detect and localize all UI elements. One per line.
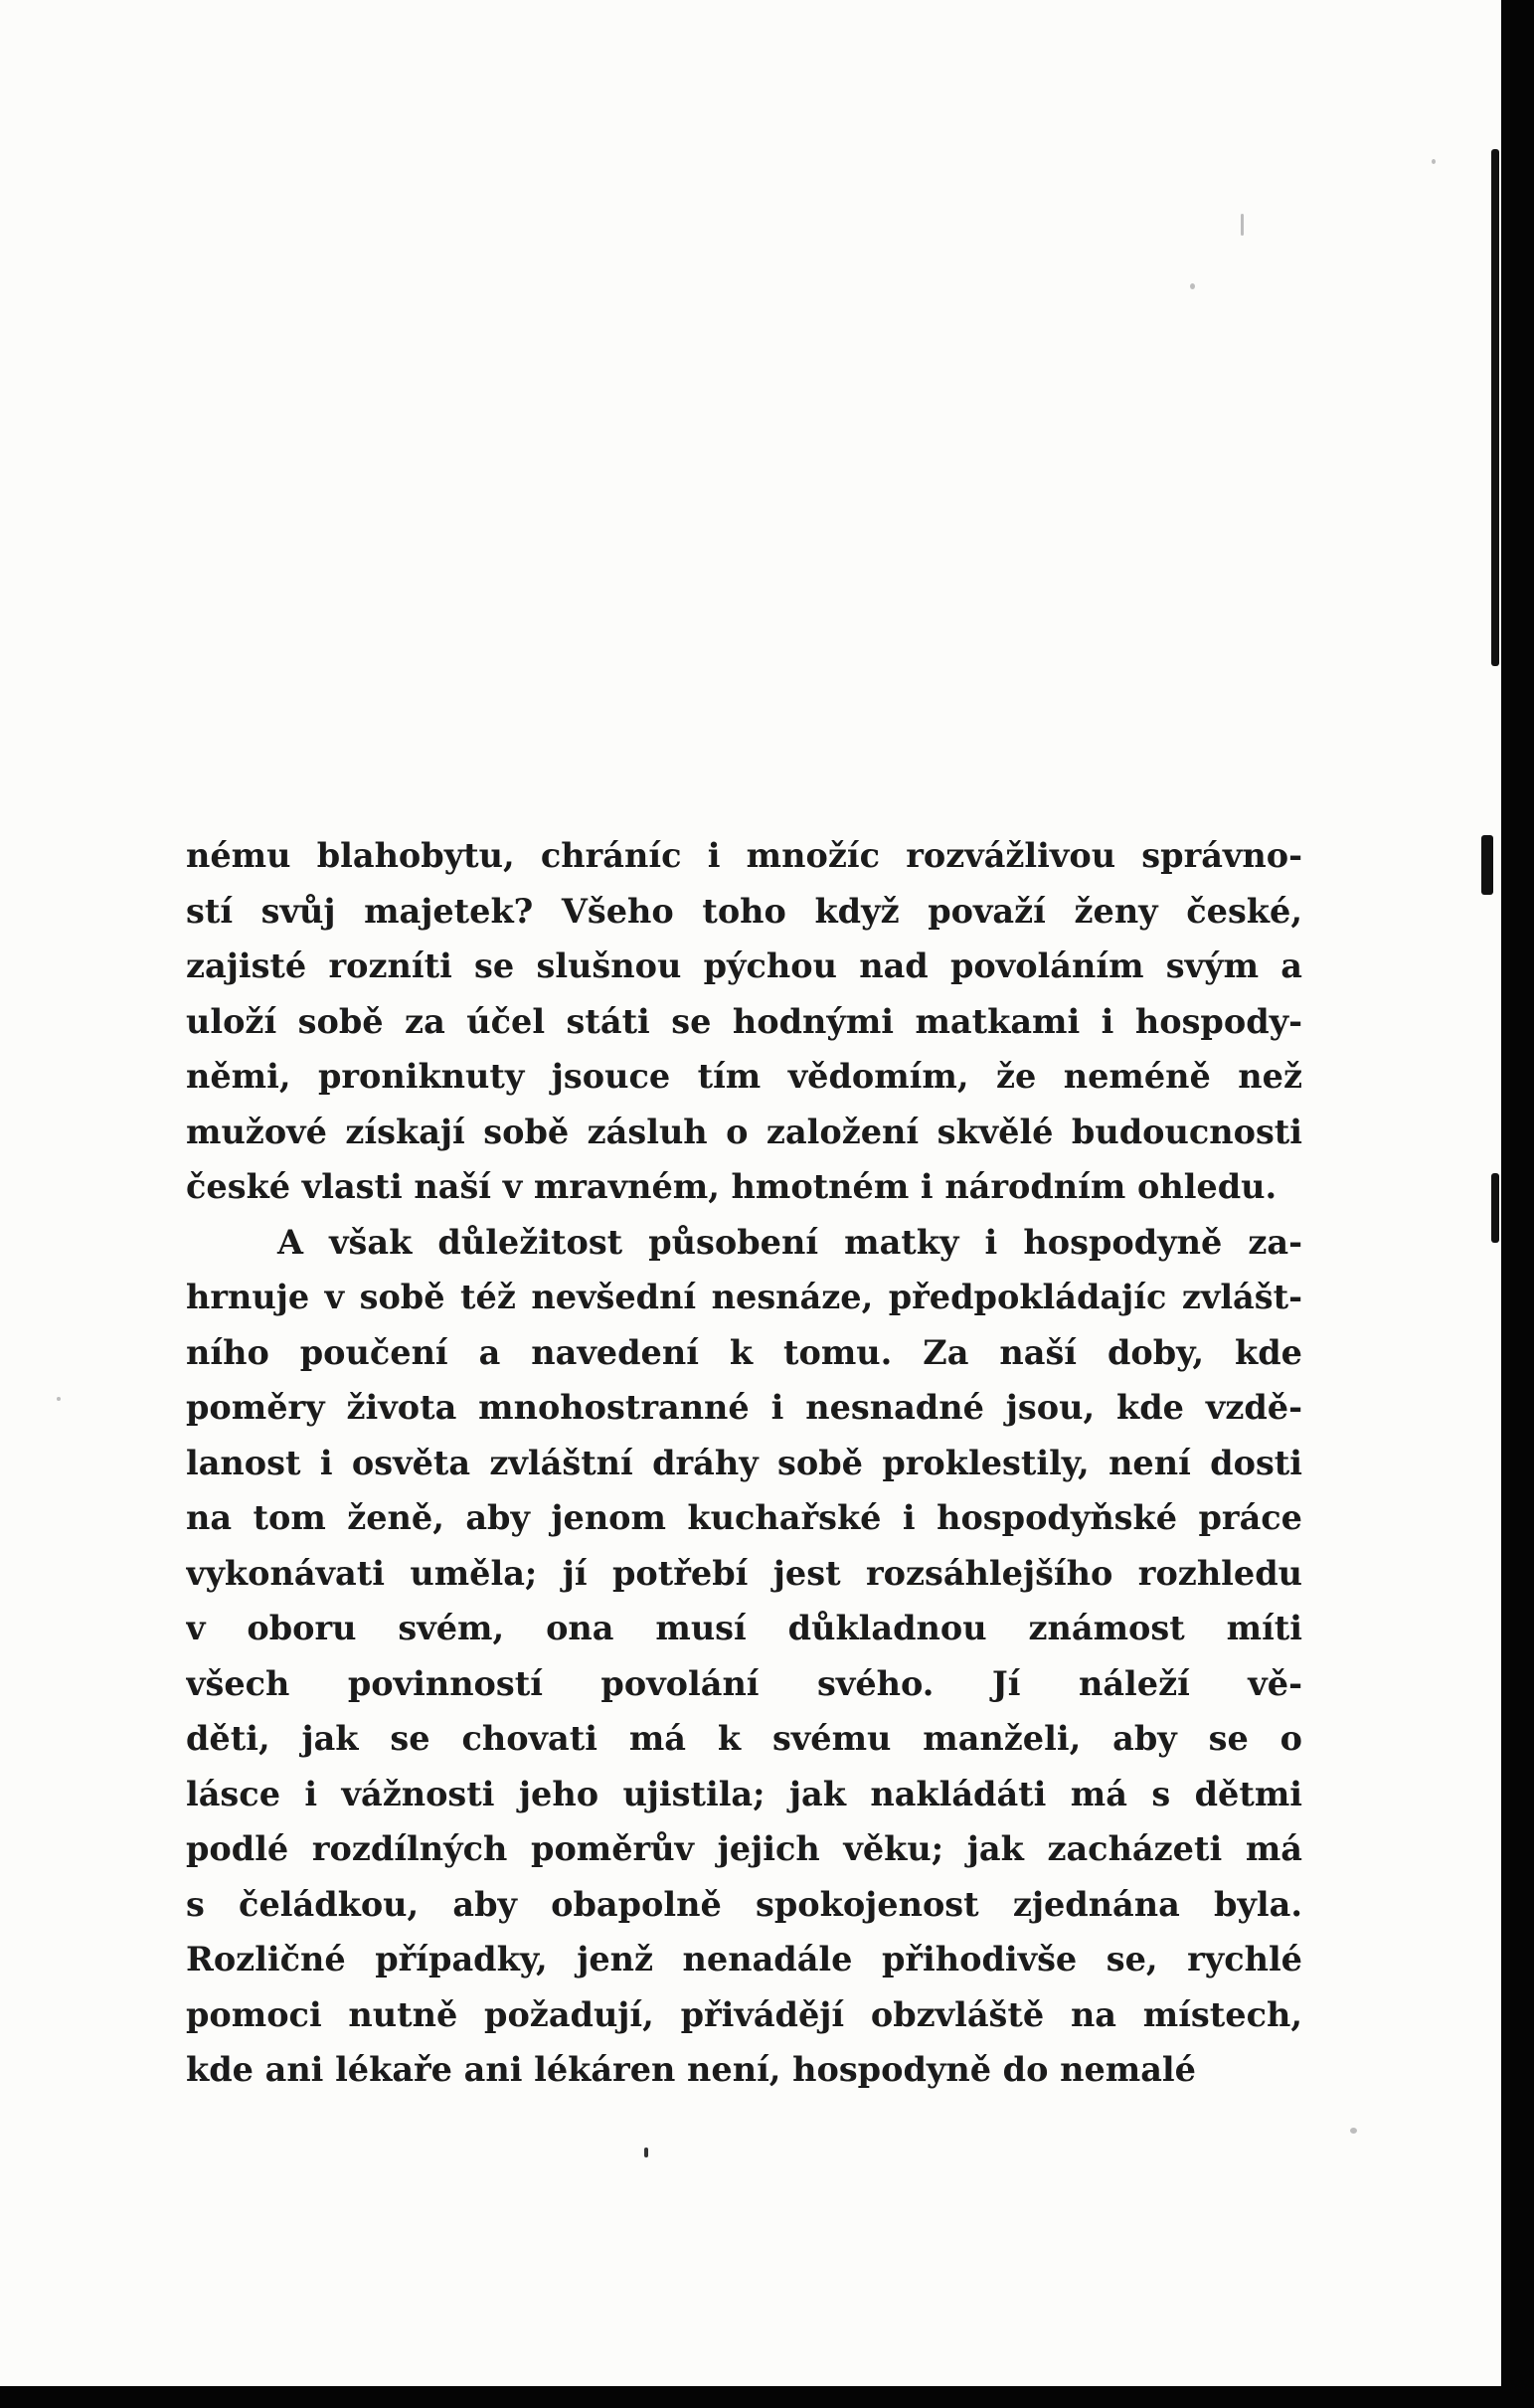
text-line: podlé rozdílných poměrův jejich věku; jak zacházeti má <box>186 1829 1302 1868</box>
scan-border-right <box>1501 0 1534 2408</box>
paper-speck <box>1190 283 1195 289</box>
text-line: ního poučení a navedení k tomu. Za naší doby, kde <box>186 1332 1302 1372</box>
text-line: uloží sobě za účel státi se hodnými matkami i hospody- <box>186 1001 1302 1041</box>
binding-mark <box>1491 149 1499 666</box>
text-line: s čeládkou, aby obapolně spokojenost zjednána byla. <box>186 1884 1302 1924</box>
text-line: české vlasti naší v mravném, hmotném i národním ohledu. <box>186 1167 1278 1206</box>
text-line: hrnuje v sobě též nevšední nesnáze, předpokládajíc zvlášt- <box>186 1278 1302 1316</box>
text-line: lásce i vážnosti jeho ujistila; jak nakládáti má s dětmi <box>186 1774 1302 1813</box>
text-line: na tom ženě, aby jenom kuchařské i hospodyňské práce <box>186 1498 1302 1537</box>
text-line: v oboru svém, ona musí důkladnou známost míti <box>186 1609 1302 1647</box>
text-line: stí svůj majetek? Všeho toho když považí ženy české, <box>186 891 1302 931</box>
text-line: vykonávati uměla; jí potřebí jest rozsáhlejšího rozhledu <box>186 1553 1302 1593</box>
text-line: zajisté rozníti se slušnou pýchou nad povoláním svým a <box>186 946 1302 985</box>
body-text <box>186 828 1302 2098</box>
text-line: všech povinností povolání svého. Jí náleží vě- <box>186 1663 1302 1703</box>
paper-speck <box>1350 2128 1357 2134</box>
text-line: děti, jak se chovati má k svému manželi, aby se o <box>186 1719 1302 1758</box>
text-line: A však důležitost působení matky i hospodyně za- <box>277 1222 1302 1262</box>
paper-speck <box>644 2148 648 2157</box>
text-line: mužové získají sobě zásluh o založení skvělé budoucnosti <box>186 1112 1302 1151</box>
text-line: poměry života mnohostranné i nesnadné jsou, kde vzdě- <box>186 1388 1302 1427</box>
text-line: nému blahobytu, chráníc i množíc rozvážlivou správno- <box>186 836 1302 875</box>
text-line: Rozličné případky, jenž nenadále přihodivše se, rychlé <box>186 1940 1302 1978</box>
paper-speck <box>1241 214 1244 236</box>
paper-speck <box>57 1397 61 1401</box>
scan-border-bottom <box>0 2386 1534 2408</box>
binding-mark <box>1481 835 1493 895</box>
text-line: lanost i osvěta zvláštní dráhy sobě proklestily, není dosti <box>186 1443 1302 1482</box>
text-line: pomoci nutně požadují, přivádějí obzvláště na místech, <box>186 1994 1302 2034</box>
binding-mark <box>1491 1173 1499 1243</box>
paper-speck <box>1432 159 1436 164</box>
text-line: kde ani lékaře ani lékáren není, hospodyně do nemalé <box>186 2050 1196 2089</box>
text-line: němi, proniknuty jsouce tím vědomím, že neméně než <box>186 1057 1302 1096</box>
